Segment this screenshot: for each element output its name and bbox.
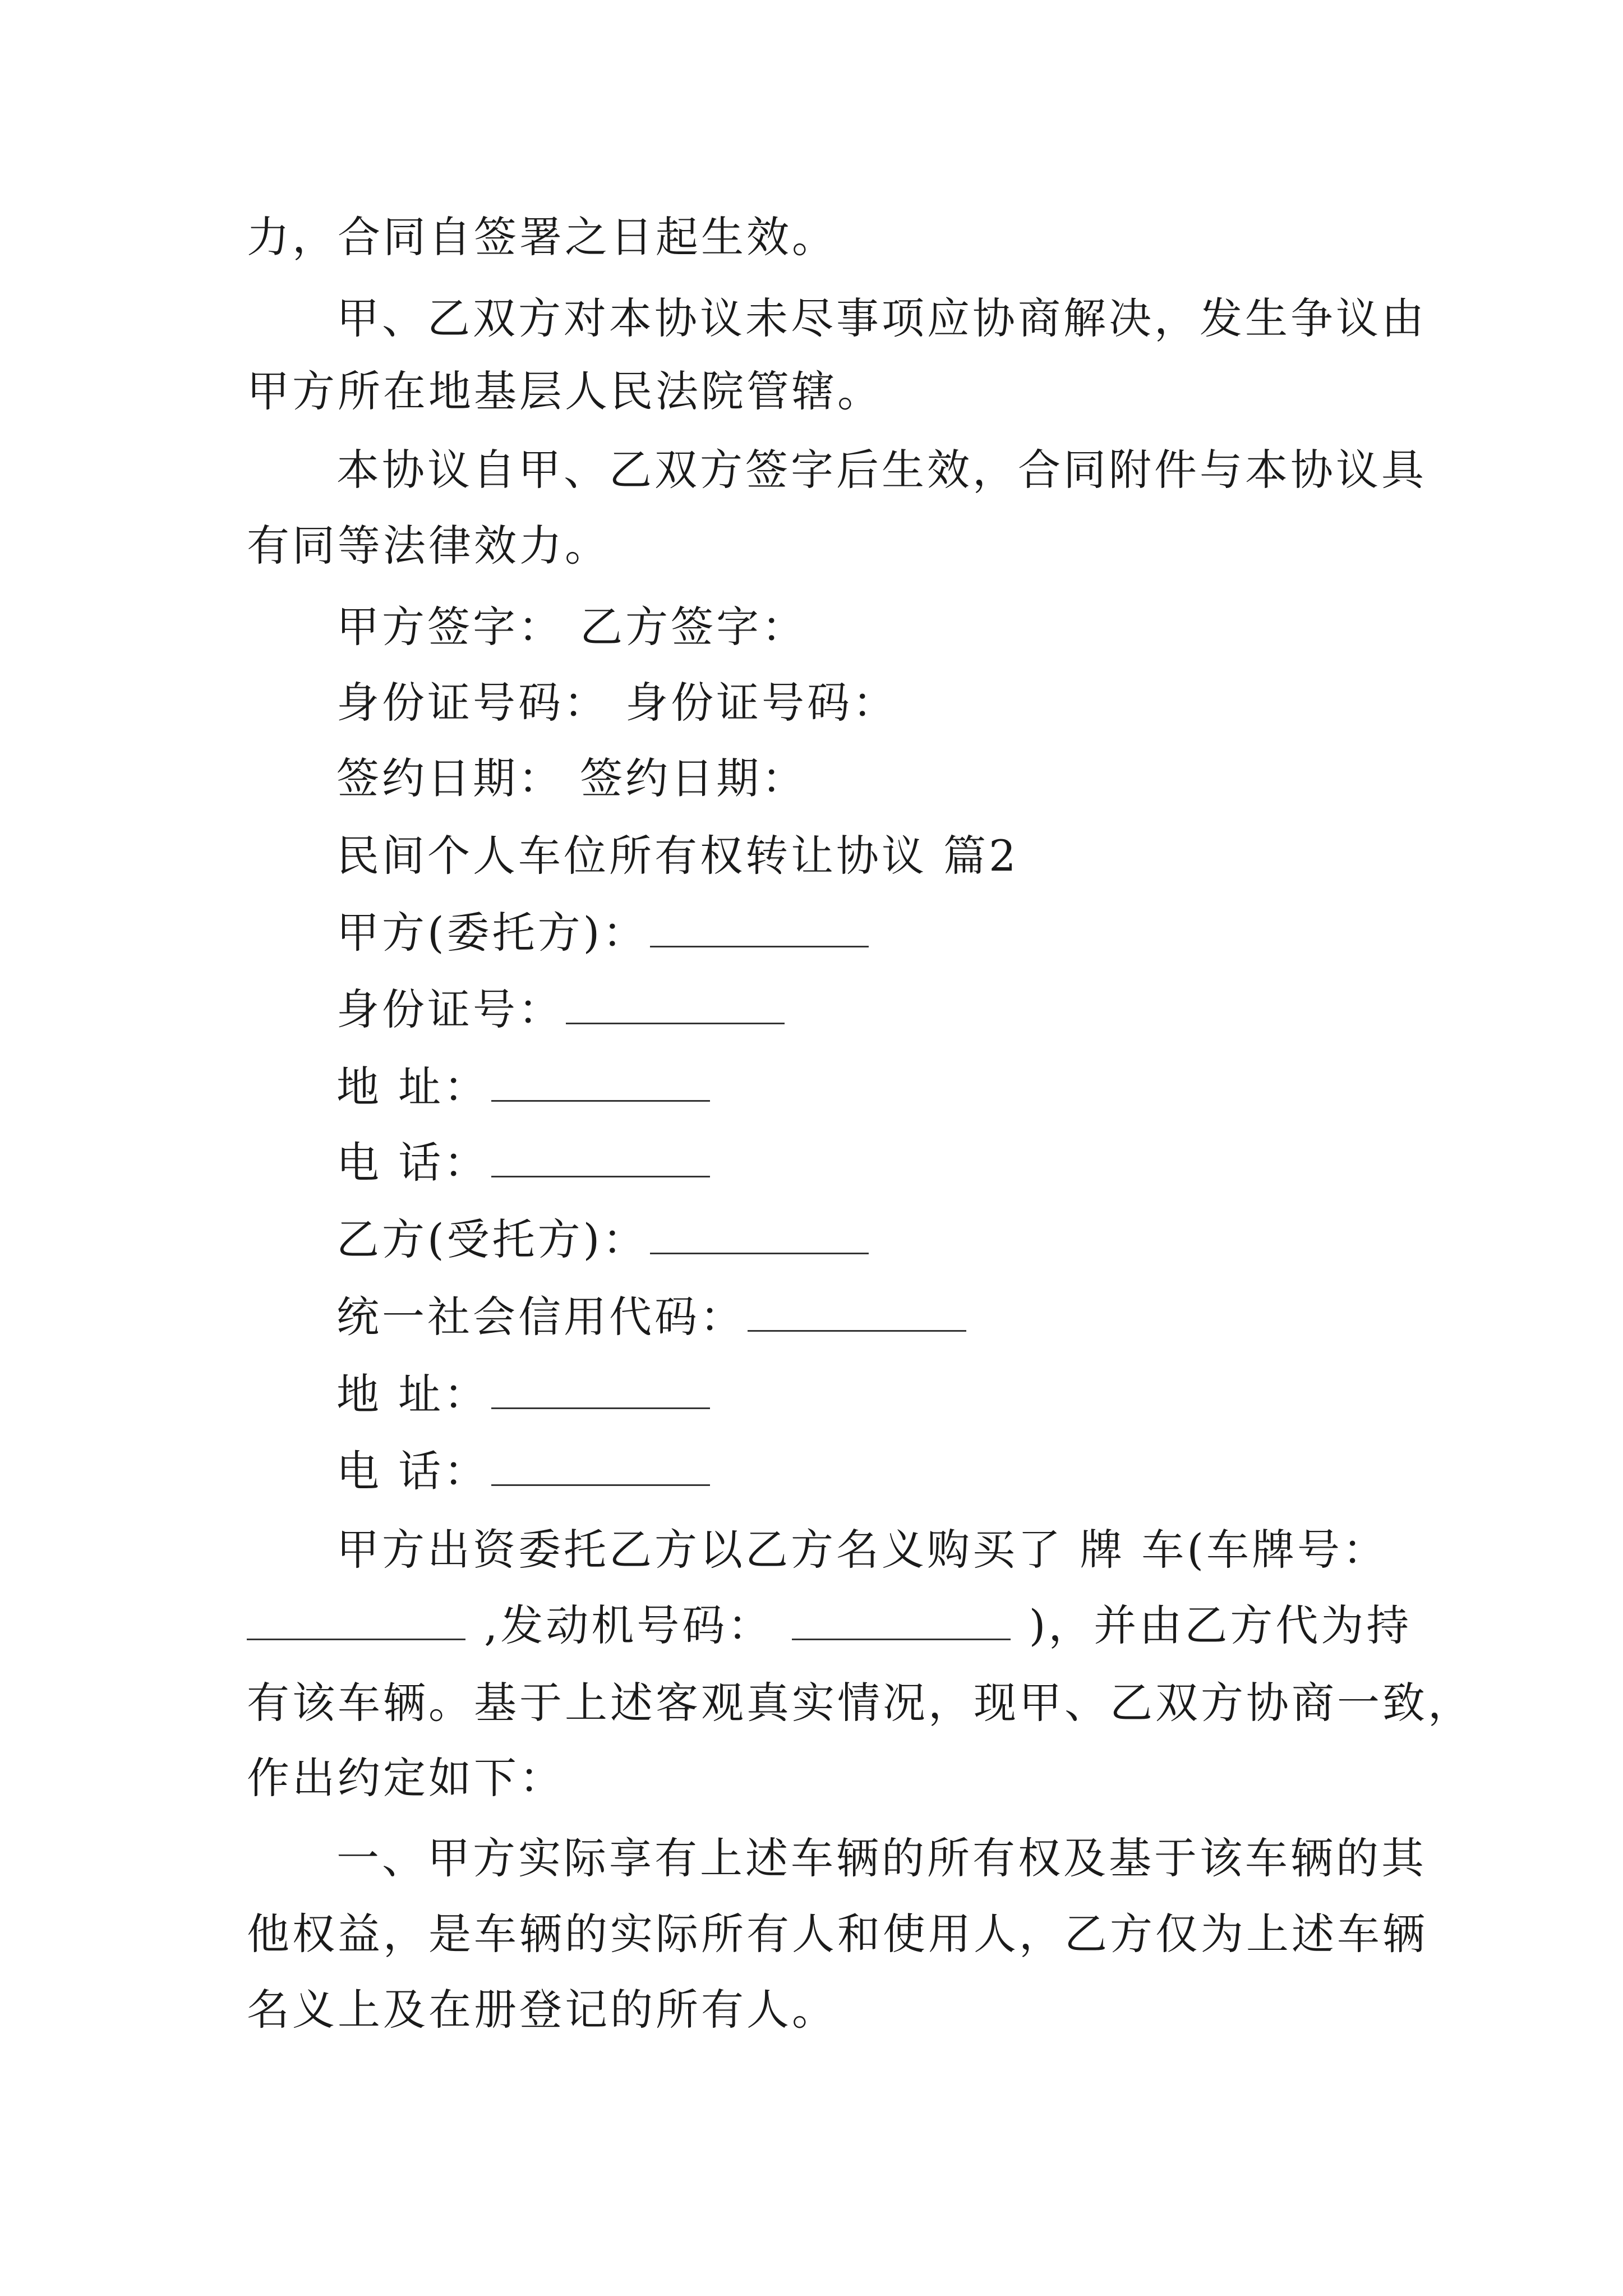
text-line: 甲方出资委托乙方以乙方名义购买了 牌 车(车牌号： xyxy=(336,1525,1388,1575)
sign-date-line: 签约日期： 签约日期： xyxy=(336,753,808,803)
text-fragment: )，并由乙方代为持 xyxy=(1029,1600,1412,1650)
field-party-b xyxy=(336,1213,871,1267)
text-line: 本协议自甲、乙双方签字后生效，合同附件与本协议具 xyxy=(336,445,1427,495)
text-line: 名义上及在册登记的所有人。 xyxy=(247,1985,837,2035)
fill-in-blank xyxy=(650,1219,869,1254)
field-label: 甲方(委托方)： xyxy=(336,908,648,958)
text-line: 有该车辆。基于上述客观真实情况，现甲、乙双方协商一致， xyxy=(247,1678,1473,1728)
field-label: 电 话： xyxy=(336,1138,490,1188)
field-party-a xyxy=(336,906,871,960)
text-line: 甲方所在地基层人民法院管辖。 xyxy=(247,366,883,416)
fill-in-blank xyxy=(748,1296,966,1332)
fill-in-blank xyxy=(491,1066,710,1102)
fill-in-blank xyxy=(491,1142,710,1177)
field-id-number xyxy=(336,983,787,1037)
field-credit-code xyxy=(336,1290,969,1344)
field-address xyxy=(336,1060,712,1114)
signature-line: 甲方签字： 乙方签字： xyxy=(336,602,808,652)
fill-in-blank xyxy=(650,912,869,947)
text-line xyxy=(247,1599,1412,1653)
fill-in-blank xyxy=(491,1451,710,1486)
text-fragment: ,发动机号码： xyxy=(484,1600,773,1650)
field-phone xyxy=(336,1444,712,1498)
fill-in-blank xyxy=(491,1374,710,1409)
fill-in-blank xyxy=(566,989,785,1024)
field-label: 地 址： xyxy=(336,1369,490,1419)
field-address xyxy=(336,1368,712,1421)
field-label: 统一社会信用代码： xyxy=(336,1292,745,1342)
field-label: 身份证号： xyxy=(336,984,564,1034)
fill-in-blank xyxy=(792,1605,1011,1640)
fill-in-blank xyxy=(247,1605,465,1640)
text-line: 他权益，是车辆的实际所有人和使用人，乙方仅为上述车辆 xyxy=(247,1909,1428,1959)
text-line: 力，合同自签署之日起生效。 xyxy=(247,212,837,262)
text-line: 一、甲方实际享有上述车辆的所有权及基于该车辆的其 xyxy=(336,1833,1427,1883)
field-label: 乙方(受托方)： xyxy=(336,1214,648,1264)
section-heading: 民间个人车位所有权转让协议 篇2 xyxy=(336,831,1019,881)
text-line: 甲、乙双方对本协议未尽事项应协商解决，发生争议由 xyxy=(336,293,1427,343)
text-line: 作出约定如下： xyxy=(247,1753,565,1803)
field-phone xyxy=(336,1136,712,1190)
id-number-line: 身份证号码： 身份证号码： xyxy=(336,678,898,728)
text-line: 有同等法律效力。 xyxy=(247,521,610,570)
field-label: 地 址： xyxy=(336,1062,490,1112)
field-label: 电 话： xyxy=(336,1446,490,1496)
